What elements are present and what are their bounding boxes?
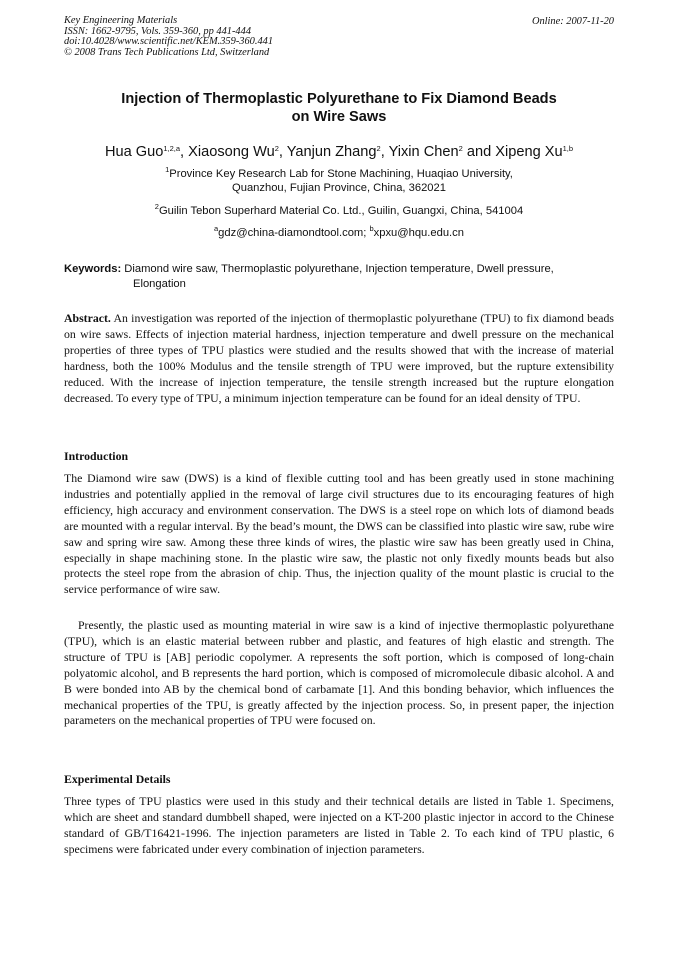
email-mark: a	[214, 224, 219, 233]
author-separator: ,	[278, 144, 287, 160]
abstract-label: Abstract.	[64, 311, 111, 325]
journal-name: Key Engineering Materials	[64, 15, 178, 26]
email-mark: b	[369, 224, 374, 233]
affiliation-2	[20, 204, 658, 218]
author-name: Yixin Chen	[388, 144, 459, 160]
author-separator: ,	[180, 144, 189, 160]
online-date: Online: 2007-11-20	[531, 16, 614, 27]
experimental-paragraph-1: Three types of TPU plastics were used in this study and their technical details are listed in Table 1. Specimens, which are sheet and standard dumbbell shaped, were injected on a KT-200 plastic injector in accord to the Chinese standard of GB/T16421-1996. The injection parameters are listed in Table 2. To each kind of TPU plastic, 6 specimens were fabricated under every combination of injection parameters.	[64, 794, 614, 856]
author-affiliation-mark: 1,b	[562, 144, 574, 153]
author-affiliation-mark: 2	[458, 144, 463, 153]
introduction-paragraph-1: The Diamond wire saw (DWS) is a kind of flexible cutting tool and has been greatly used in stone machining industries and potentially applied in the removal of large civil structures due to its encouraging features of high efficiency, high accuracy and environment conservation. The DWS is a steel rope on which lots of diamond beads are mounted with a regular interval. By the bead’s mount, the DWS can be classified into plastic wire saw, rube wire saw and spring wire saw. Among these three kinds of wires, the plastic wire saw has been greatly used in China, especially in shape machining stone. In the plastic wire saw, the plastic not only fixedly mounts beads but also protects the steel rope from the abrasion of chip. Thus, the injection quality of the mount plastic is crucial to the service performance of wire saw.	[64, 471, 614, 597]
affiliation-1-line-1: Province Key Research Lab for Stone Machining, Huaqiao University,	[169, 168, 513, 180]
copyright-line: © 2008 Trans Tech Publications Ltd, Switzerland	[64, 46, 270, 58]
email-b: xpxu@hqu.edu.cn	[373, 227, 464, 239]
author-separator: ,	[380, 144, 389, 160]
author-affiliation-mark: 2	[376, 144, 381, 153]
keywords-line-1: Diamond wire saw, Thermoplastic polyurethane, Injection temperature, Dwell pressure,	[121, 263, 554, 275]
paper-title	[40, 90, 638, 126]
keywords-block	[64, 262, 624, 292]
issn-line: ISSN: 1662-9795, Vols. 359-360, pp 441-444	[64, 25, 252, 37]
author-name: Xiaosong Wu	[188, 144, 275, 160]
journal-header	[64, 16, 273, 58]
title-line-2: on Wire Saws	[291, 109, 387, 125]
keywords-label: Keywords:	[64, 263, 122, 275]
experimental-heading: Experimental Details	[64, 772, 171, 786]
author-affiliation-mark: 2	[274, 144, 279, 153]
affiliation-1-line-2: Quanzhou, Fujian Province, China, 362021	[232, 182, 446, 194]
affiliation-2-text: Guilin Tebon Superhard Material Co. Ltd., Guilin, Guangxi, China, 541004	[158, 205, 524, 217]
keywords-line-2: Elongation	[133, 278, 186, 290]
affiliation-mark: 2	[154, 202, 159, 211]
introduction-heading: Introduction	[64, 449, 129, 463]
doi-line: doi:10.4028/www.scientific.net/KEM.359-360.441	[64, 36, 274, 48]
author-name: Yanjun Zhang	[286, 144, 377, 160]
abstract-paragraph	[64, 311, 614, 406]
author-affiliation-mark: 1,2,a	[163, 144, 181, 153]
author-list	[20, 143, 658, 161]
email-a: gdz@china-diamondtool.com;	[218, 227, 370, 239]
introduction-paragraph-2: Presently, the plastic used as mounting material in wire saw is a kind of injective thermoplastic polyurethane (TPU), which is an elastic material between rubber and plastic, and features of high elastic and strength. The structure of TPU is [AB] periodic copolymer. A represents the soft portion, which is composed of long-chain polyatomic alcohol, and B represents the hard portion, which is composed of micromolecule dibasic alcohol. A and B were bonded into AB by the chemical bond of carbamate [1]. And this bonding behavior, which influences the mechanical properties of the TPU, is greatly affected by the injection process. So, in present paper, the injection parameters on the mechanical properties of TPU were focused on.	[64, 618, 614, 728]
affiliation-mark: 1	[165, 165, 170, 174]
email-line	[20, 226, 658, 240]
author-name: Hua Guo	[104, 144, 164, 160]
title-line-1: Injection of Thermoplastic Polyurethane to Fix Diamond Beads	[121, 91, 557, 107]
author-separator: and	[462, 144, 496, 160]
affiliation-1	[20, 167, 658, 195]
abstract-text: An investigation was reported of the injection of thermoplastic polyurethane (TPU) to fix diamond beads on wire saws. Effects of injection material hardness, injection temperature and dwell pressure on the mechanical properties of three types of TPU plastics were studied and the results showed that with the increase of material hardness, both the 100% Modulus and the tensile strength of TPU were improved, but the rupture extensibility reduced. With the increase of injection temperature, the tensile strength increased but the rupture elongation decreased. To every type of TPU, a minimum injection temperature can be found for an ideal density of TPU.	[64, 311, 614, 405]
author-name: Xipeng Xu	[495, 144, 563, 160]
